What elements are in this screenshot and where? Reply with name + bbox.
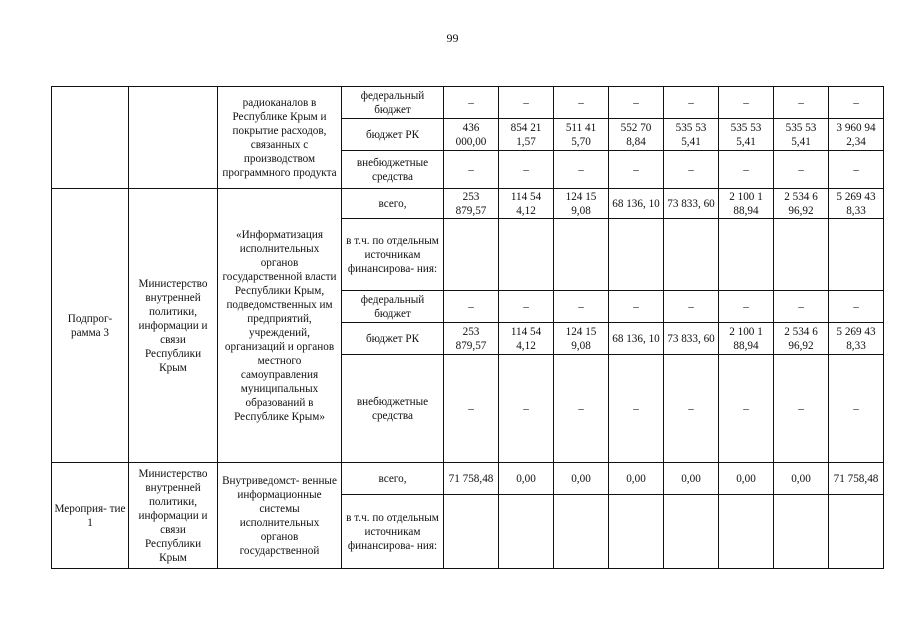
value-cell: – — [664, 355, 719, 463]
value-cell: 68 136, 10 — [609, 323, 664, 355]
value-cell — [499, 495, 554, 569]
program-type-cell — [52, 87, 129, 189]
value-cell: 535 53 5,41 — [774, 119, 829, 151]
value-cell: 253 879,57 — [444, 189, 499, 219]
value-cell: 552 70 8,84 — [609, 119, 664, 151]
executor-cell: Министерство внутренней политики, информации и связи Республики Крым — [129, 189, 218, 463]
value-cell: – — [554, 87, 609, 119]
value-cell — [609, 495, 664, 569]
value-cell: 0,00 — [719, 463, 774, 495]
value-cell: – — [609, 291, 664, 323]
value-cell: – — [499, 151, 554, 189]
value-cell: 535 53 5,41 — [664, 119, 719, 151]
value-cell: 2 534 6 96,92 — [774, 189, 829, 219]
funding-source-cell: всего, — [342, 189, 444, 219]
value-cell — [499, 219, 554, 291]
value-cell: 535 53 5,41 — [719, 119, 774, 151]
value-cell: – — [444, 87, 499, 119]
value-cell — [609, 219, 664, 291]
value-cell: – — [609, 87, 664, 119]
value-cell: 124 15 9,08 — [554, 189, 609, 219]
value-cell: 0,00 — [774, 463, 829, 495]
funding-source-cell: в т.ч. по отдельным источникам финансирова- ния: — [342, 219, 444, 291]
value-cell: 73 833, 60 — [664, 189, 719, 219]
value-cell: – — [719, 291, 774, 323]
value-cell — [774, 219, 829, 291]
value-cell: – — [554, 151, 609, 189]
funding-source-cell: федеральный бюджет — [342, 291, 444, 323]
value-cell — [664, 219, 719, 291]
value-cell: – — [664, 87, 719, 119]
value-cell: – — [444, 291, 499, 323]
value-cell: 114 54 4,12 — [499, 189, 554, 219]
value-cell: 71 758,48 — [444, 463, 499, 495]
value-cell — [719, 495, 774, 569]
value-cell: – — [829, 355, 884, 463]
value-cell: – — [774, 87, 829, 119]
value-cell: 0,00 — [499, 463, 554, 495]
funding-source-cell: внебюджетные средства — [342, 355, 444, 463]
value-cell: – — [719, 87, 774, 119]
value-cell: – — [719, 355, 774, 463]
program-type-cell: Подпрог- рамма 3 — [52, 189, 129, 463]
value-cell — [774, 495, 829, 569]
value-cell: – — [444, 151, 499, 189]
value-cell: 2 100 1 88,94 — [719, 323, 774, 355]
value-cell: 854 21 1,57 — [499, 119, 554, 151]
value-cell: – — [829, 291, 884, 323]
value-cell: 68 136, 10 — [609, 189, 664, 219]
value-cell: 511 41 5,70 — [554, 119, 609, 151]
value-cell — [829, 495, 884, 569]
value-cell — [554, 495, 609, 569]
value-cell: 71 758,48 — [829, 463, 884, 495]
value-cell: – — [499, 355, 554, 463]
value-cell: – — [554, 291, 609, 323]
value-cell: – — [774, 151, 829, 189]
value-cell: 436 000,00 — [444, 119, 499, 151]
value-cell: 3 960 94 2,34 — [829, 119, 884, 151]
program-type-cell: Мероприя- тие 1 — [52, 463, 129, 569]
value-cell: – — [664, 151, 719, 189]
value-cell: 2 534 6 96,92 — [774, 323, 829, 355]
value-cell: – — [774, 291, 829, 323]
value-cell — [554, 219, 609, 291]
description-cell: Внутриведомст- венные информационные системы исполнительных органов государственной — [218, 463, 342, 569]
funding-source-cell: федеральный бюджет — [342, 87, 444, 119]
executor-cell — [129, 87, 218, 189]
value-cell: 114 54 4,12 — [499, 323, 554, 355]
funding-source-cell: в т.ч. по отдельным источникам финансирова- ния: — [342, 495, 444, 569]
value-cell: – — [774, 355, 829, 463]
budget-table — [51, 86, 884, 569]
value-cell: 0,00 — [609, 463, 664, 495]
value-cell: 5 269 43 8,33 — [829, 323, 884, 355]
value-cell: – — [609, 151, 664, 189]
table-row — [52, 87, 884, 119]
description-cell: радиоканалов в Республике Крым и покрытие расходов, связанных с производством программного продукта — [218, 87, 342, 189]
page-number: 99 — [446, 31, 459, 45]
value-cell: – — [829, 151, 884, 189]
funding-source-cell: внебюджетные средства — [342, 151, 444, 189]
value-cell: – — [554, 355, 609, 463]
value-cell: 0,00 — [554, 463, 609, 495]
value-cell — [719, 219, 774, 291]
value-cell: 2 100 1 88,94 — [719, 189, 774, 219]
value-cell — [829, 219, 884, 291]
table-row — [52, 189, 884, 219]
value-cell: 124 15 9,08 — [554, 323, 609, 355]
funding-source-cell: бюджет РК — [342, 323, 444, 355]
description-cell: «Информатизация исполнительных органов государственной власти Республики Крым, подведомственных им предприятий, учреждений, организаций и органов местного самоуправления муниципальных образований в Республике Крым» — [218, 189, 342, 463]
executor-cell: Министерство внутренней политики, информации и связи Республики Крым — [129, 463, 218, 569]
value-cell: 253 879,57 — [444, 323, 499, 355]
value-cell: – — [499, 291, 554, 323]
value-cell: – — [829, 87, 884, 119]
value-cell: – — [664, 291, 719, 323]
table-row — [52, 463, 884, 495]
funding-source-cell: бюджет РК — [342, 119, 444, 151]
value-cell — [444, 495, 499, 569]
value-cell: – — [609, 355, 664, 463]
value-cell: 73 833, 60 — [664, 323, 719, 355]
value-cell: 0,00 — [664, 463, 719, 495]
value-cell — [444, 219, 499, 291]
value-cell — [664, 495, 719, 569]
funding-source-cell: всего, — [342, 463, 444, 495]
value-cell: – — [444, 355, 499, 463]
value-cell: 5 269 43 8,33 — [829, 189, 884, 219]
value-cell: – — [719, 151, 774, 189]
value-cell: – — [499, 87, 554, 119]
